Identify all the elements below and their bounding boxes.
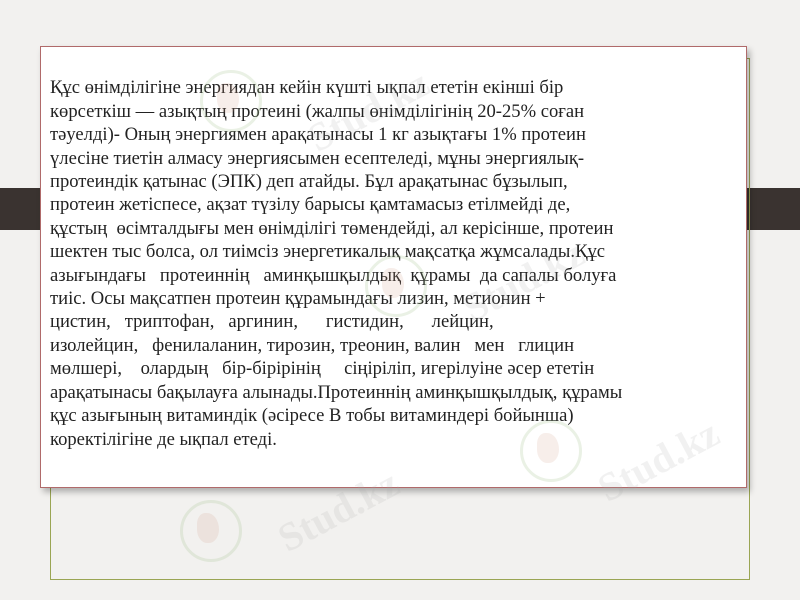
text-line: изолейцин, фенилаланин, тирозин, треонин, валин мен глицин [50, 334, 575, 356]
text-line: цистин, триптофан, аргинин, гистидин, лейцин, [50, 311, 494, 333]
text-line: протеин жетіспесе, ақзат түзілу барысы қамтамасыз етілмейді де, [50, 194, 571, 216]
text-line: азығындағы протеиннің аминқышқылдық құрамы да сапалы болуға [50, 264, 617, 286]
text-line: Құс өнімділігіне энергиядан кейін күшті ықпал ететін екінші бір [50, 77, 564, 99]
text-card [40, 46, 747, 488]
text-line: шектен тыс болса, ол тиімсіз энергетикалық мақсатқа жұмсалады.Құс [50, 241, 606, 263]
text-line: протеиндік қатынас (ЭПК) деп атайды. Бұл арақатынас бұзылып, [50, 171, 568, 193]
watermark-text: Stud.kz [270, 459, 407, 561]
text-line: коректілігіне де ықпал етеді. [50, 428, 277, 450]
text-line: көрсеткіш — азықтың протеині (жалпы өнімділігінің 20-25% соған [50, 100, 585, 122]
text-line: үлесіне тиетін алмасу энергиясымен есептеледі, мұны энергиялық- [50, 147, 585, 169]
text-line: тәуелді)- Оның энергиямен арақатынасы 1 кг азықтағы 1% протеин [50, 124, 586, 146]
body-text [50, 53, 740, 451]
text-line: құстың өсімталдығы мен өнімділігі төмендейді, ал керісінше, протеин [50, 217, 614, 239]
text-line: арақатынасы бақылауға алынады.Протеиннің аминқышқылдық, құрамы [50, 381, 623, 403]
text-line: мөлшері, олардың бір-бірірінің сіңіріліп, игерілуіне әсер ететін [50, 358, 595, 380]
text-line: тиіс. Осы мақсатпен протеин құрамындағы лизин, метионин + [50, 288, 546, 310]
text-line: құс азығының витаминдік (әсіресе В тобы витаминдері бойынша) [50, 405, 574, 427]
